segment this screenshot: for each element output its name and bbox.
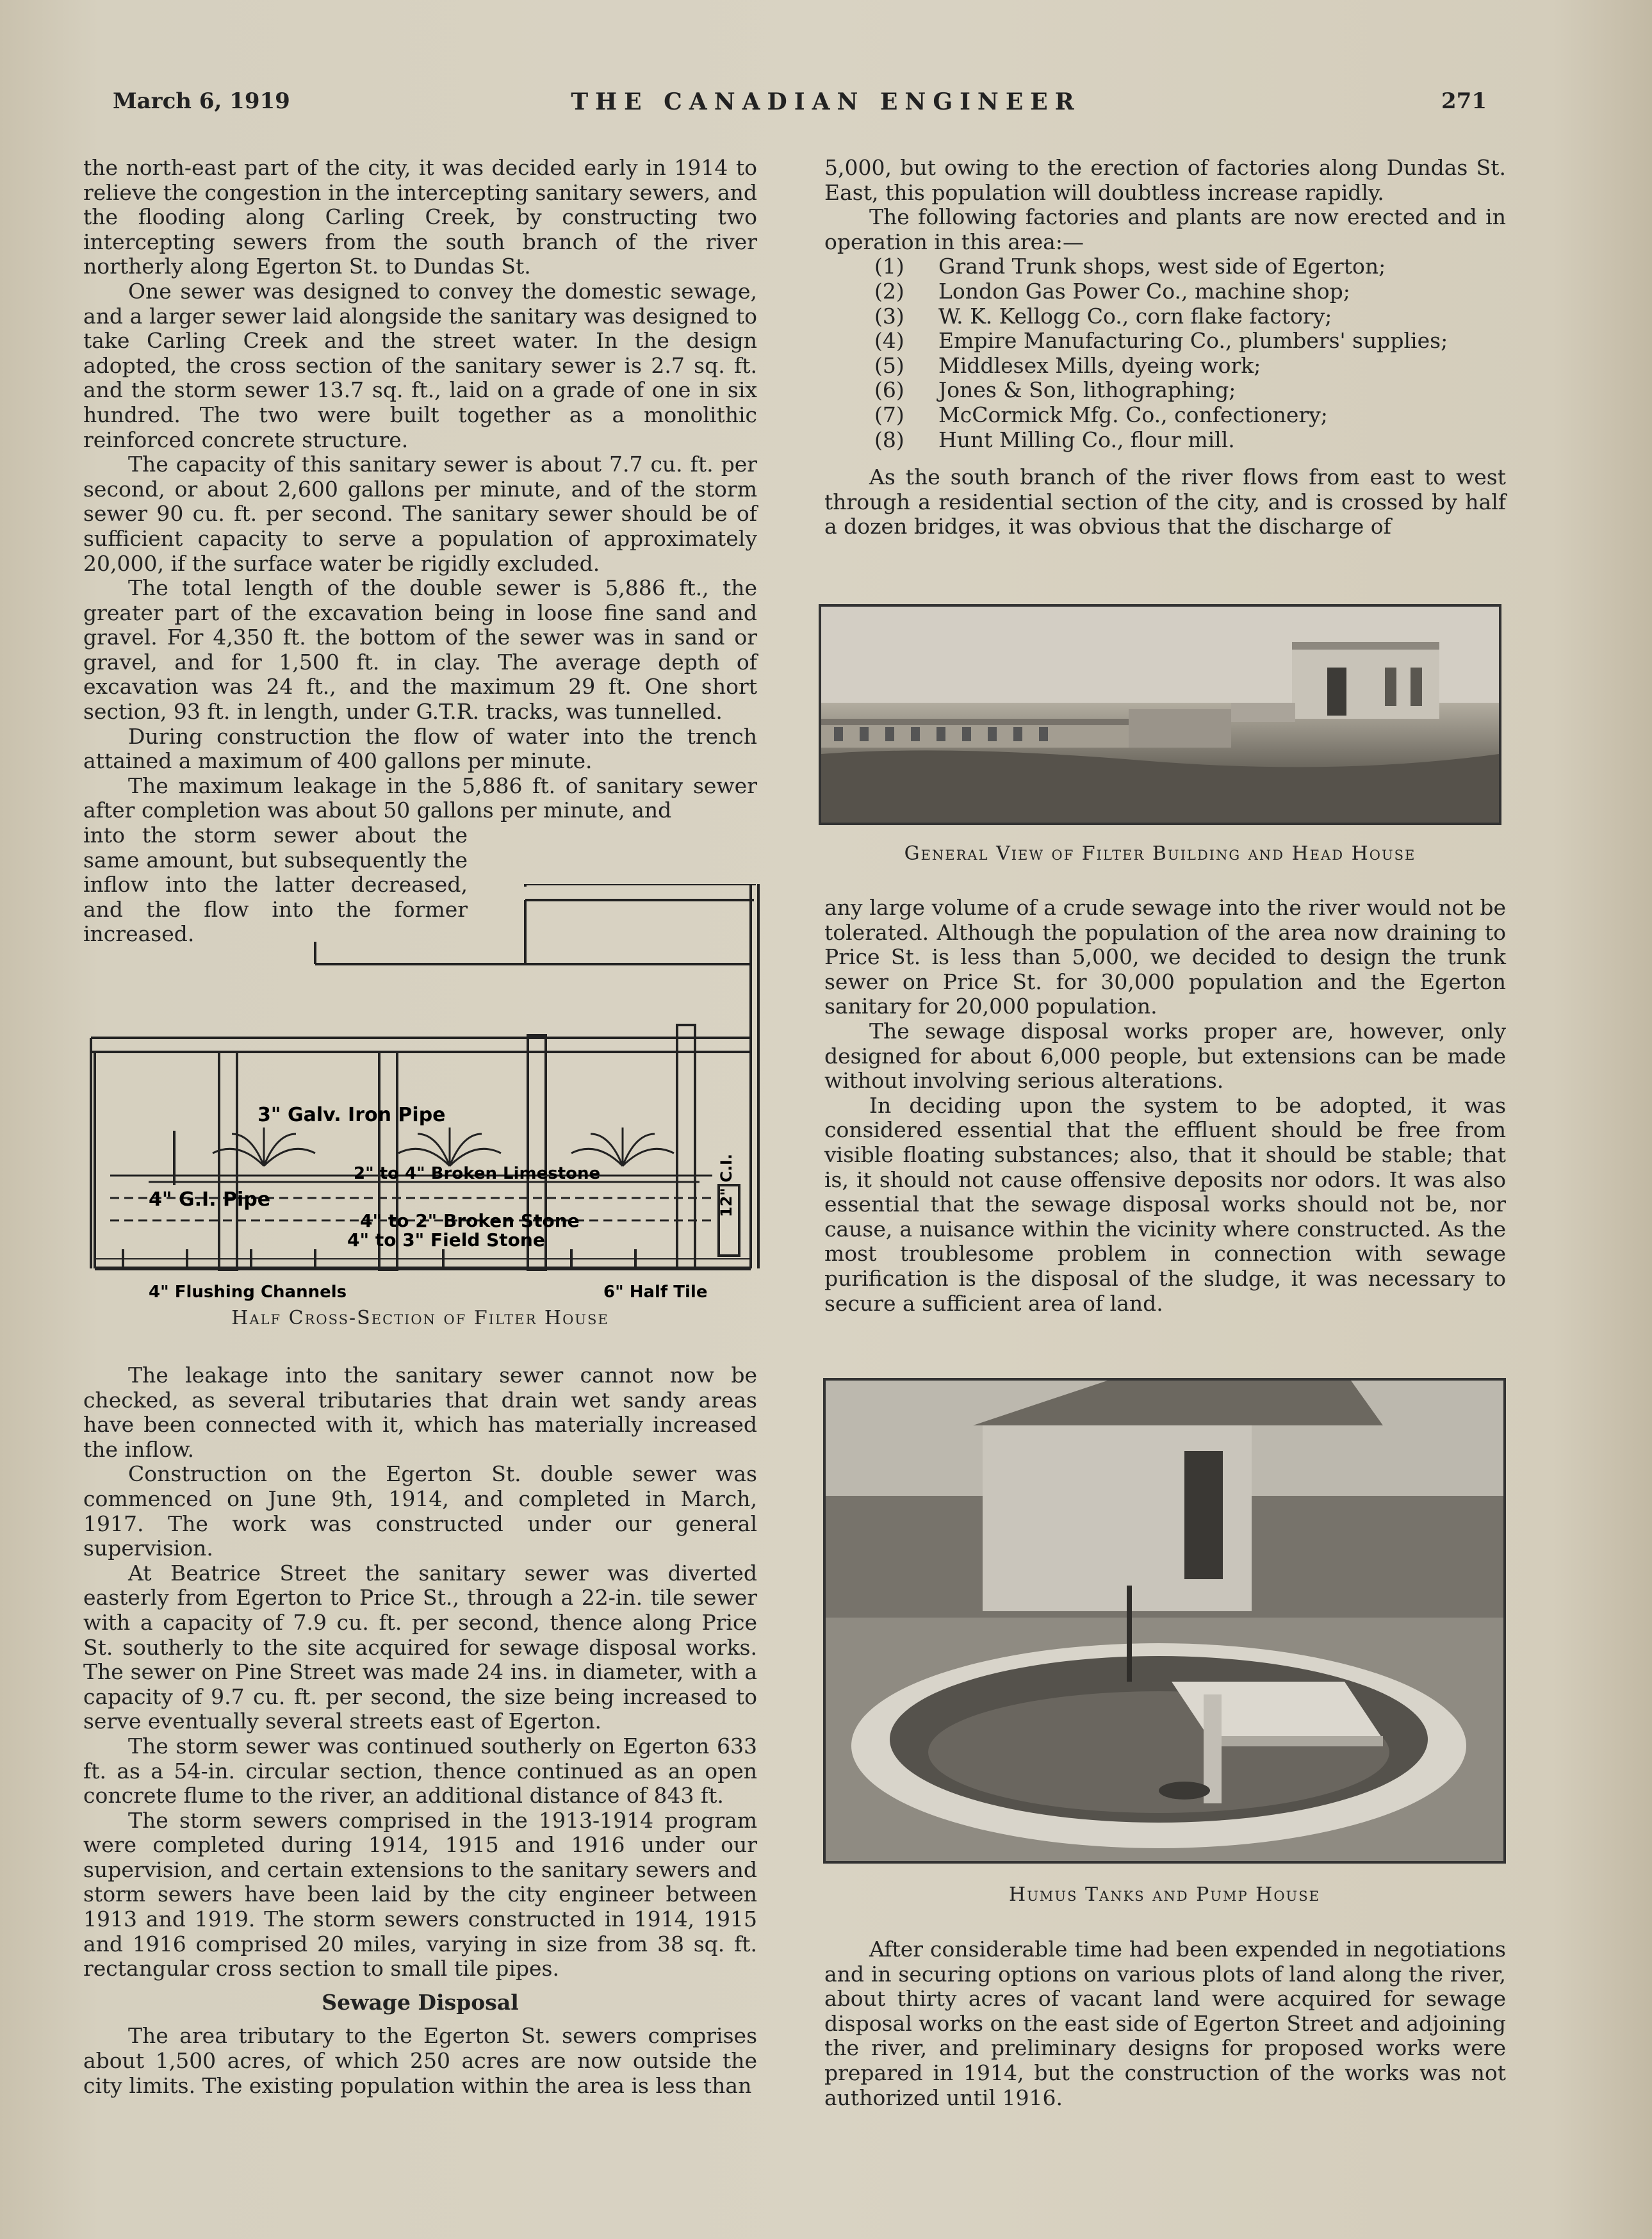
- list-item: (6) Jones & Son, lithographing;: [874, 377, 1236, 403]
- paragraph: The sewage disposal works proper are, however, only designed for about 6,000 people, but extensions can be made without involving serious alterations.: [824, 1018, 1506, 1094]
- diagram-label-limestone: 2" to 4" Broken Limestone: [354, 1164, 601, 1183]
- filter-house-cross-section: [72, 884, 764, 1307]
- list-item: (3) W. K. Kellogg Co., corn flake factory;: [874, 303, 1332, 329]
- paragraph: the north-east part of the city, it was decided early in 1914 to relieve the congestion in the intercepting sanitary sewers, and the flooding along Carling Creek, by constructing two intercepting sewers from the south branch of the river northerly along Egerton St. to Dundas St.: [83, 155, 757, 279]
- right-column-top: [824, 156, 1506, 539]
- filter-building-photo: [819, 604, 1501, 825]
- photo2-caption: Humus Tanks and Pump House: [1009, 1883, 1320, 1906]
- paragraph: The area tributary to the Egerton St. sewers comprises about 1,500 acres, of which 250 acres are now outside the city limits. The existing population within the area is less than: [83, 2023, 757, 2098]
- paragraph: During construction the flow of water into the trench attained a maximum of 400 gallons per minute.: [83, 723, 757, 774]
- humus-tank-photo: [823, 1378, 1506, 1864]
- paragraph: At Beatrice Street the sanitary sewer was diverted easterly from Egerton to Price St., through a 22-in. tile sewer with a capacity of 7.9 cu. ft. per second, thence along Price St. southerly to the site acquired for sewage disposal works. The sewer on Pine Street was made 24 ins. in diameter, with a capacity of 9.7 cu. ft. per second, the size being increased to serve eventually several streets east of Egerton.: [83, 1560, 757, 1734]
- diagram-caption: Half Cross-Section of Filter House: [231, 1307, 609, 1329]
- humus-tank-image: [826, 1381, 1503, 1861]
- left-column-top: [83, 156, 757, 947]
- paragraph: As the south branch of the river flows from east to west through a residential section of the city, and is crossed by half a dozen bridges, it was obvious that the discharge of: [824, 464, 1506, 539]
- paragraph: Construction on the Egerton St. double sewer was commenced on June 9th, 1914, and completed in March, 1917. The work was constructed under our general supervision.: [83, 1461, 757, 1561]
- list-item: (1) Grand Trunk shops, west side of Egerton;: [874, 254, 1386, 279]
- diagram-label-tile: 6" Half Tile: [603, 1283, 708, 1302]
- filter-building-image: [821, 607, 1499, 823]
- diagram-label-ci: 12" C.I.: [717, 1153, 735, 1217]
- journal-title: THE CANADIAN ENGINEER: [571, 88, 1081, 115]
- section-heading: Sewage Disposal: [322, 1989, 519, 2015]
- filter-house-diagram: [72, 884, 764, 1307]
- diagram-label-broken-stone: 4" to 2" Broken Stone: [360, 1210, 580, 1231]
- diagram-label-gi-pipe: 4" G.I. Pipe: [149, 1188, 271, 1211]
- paragraph: In deciding upon the system to be adopted, it was considered essential that the effluent should be free from visible floating substances; also, that it should be stable; that is, it should not cause offensive deposits nor odors. It was also essential that the sewage disposal works should not be, nor cause, a nuisance within the vicinity where constructed. As the most troublesome problem in connection with sewage purification is the disposal of the sludge, it was necessary to secure a sufficient area of land.: [824, 1092, 1506, 1316]
- paragraph: The storm sewers comprised in the 1913-1914 program were completed during 1914, 1915 and 1916 under our supervision, and certain extensions to the sanitary sewers and storm sewers have been laid by the city engineer between 1913 and 1919. The storm sewers constructed in 1914, 1915 and 1916 comprised 20 miles, varying in size from 38 sq. ft. rectangular cross section to small tile pipes.: [83, 1807, 757, 1981]
- diagram-label-field-stone: 4" to 3" Field Stone: [347, 1229, 545, 1251]
- right-column-bottom: [824, 1937, 1506, 2110]
- photo1-caption: General View of Filter Building and Head House: [904, 842, 1416, 865]
- diagram-label-channels: 4" Flushing Channels: [149, 1283, 347, 1302]
- diagram-label-pipe: 3" Galv. Iron Pipe: [258, 1104, 446, 1126]
- factory-list: [824, 254, 1506, 452]
- paragraph: The following factories and plants are now erected and in operation in this area:—: [824, 204, 1506, 254]
- paragraph: The storm sewer was continued southerly on Egerton 633 ft. as a 54-in. circular section, thence continued as an open concrete flume to the river, an additional distance of 843 ft.: [83, 1733, 757, 1808]
- issue-date: March 6, 1919: [113, 88, 290, 114]
- right-column-middle: [824, 896, 1506, 1316]
- paragraph: The total length of the double sewer is 5,886 ft., the greater part of the excavation being in loose fine sand and gravel. For 4,350 ft. the bottom of the sewer was in sand or gravel, and for 1,500 ft. in clay. The average depth of excavation was 24 ft., and the maximum 29 ft. One short section, 93 ft. in length, under G.T.R. tracks, was tunnelled.: [83, 575, 757, 725]
- paragraph-wrapped: into the storm sewer about the same amount, but subsequently the inflow into the latter decreased, and the flow into the former increased.: [83, 823, 468, 947]
- list-item: (5) Middlesex Mills, dyeing work;: [874, 352, 1261, 378]
- page-number: 271: [1441, 88, 1487, 114]
- list-item: (8) Hunt Milling Co., flour mill.: [874, 427, 1235, 452]
- paragraph: After considerable time had been expended in negotiations and in securing options on various plots of land along the river, about thirty acres of vacant land were acquired for sewage disposal works on the east side of Egerton Street and adjoining the river, and preliminary designs for proposed works were prepared in 1914, but the construction of the works was not authorized until 1916.: [824, 1937, 1506, 2110]
- paragraph: One sewer was designed to convey the domestic sewage, and a larger sewer laid alongside the sanitary was designed to take Carling Creek and the street water. In the design adopted, the cross section of the sanitary sewer is 2.7 sq. ft. and the storm sewer 13.7 sq. ft., laid on a grade of one in six hundred. The two were built together as a monolithic reinforced concrete structure.: [83, 278, 757, 452]
- left-column-bottom: [83, 1363, 757, 2098]
- paragraph: The maximum leakage in the 5,886 ft. of sanitary sewer after completion was about 50 gallons per minute, and: [83, 773, 757, 823]
- list-item: (7) McCormick Mfg. Co., confectionery;: [874, 402, 1328, 427]
- paragraph: 5,000, but owing to the erection of factories along Dundas St. East, this population will doubtless increase rapidly.: [824, 155, 1506, 205]
- paragraph: The capacity of this sanitary sewer is about 7.7 cu. ft. per second, or about 2,600 gallons per minute, and of the storm sewer 90 cu. ft. per second. The sanitary sewer should be of sufficient capacity to serve a population of approximately 20,000, if the surface water be rigidly excluded.: [83, 452, 757, 576]
- list-item: (4) Empire Manufacturing Co., plumbers' supplies;: [874, 328, 1448, 354]
- list-item: (2) London Gas Power Co., machine shop;: [874, 278, 1350, 304]
- paragraph: any large volume of a crude sewage into the river would not be tolerated. Although the population of the area now draining to Price St. is less than 5,000, we decided to design the trunk sewer on Price St. for 30,000 population and the Egerton sanitary for 20,000 population.: [824, 895, 1506, 1019]
- paragraph: The leakage into the sanitary sewer cannot now be checked, as several tributaries that drain wet sandy areas have been connected with it, which has materially increased the inflow.: [83, 1363, 757, 1462]
